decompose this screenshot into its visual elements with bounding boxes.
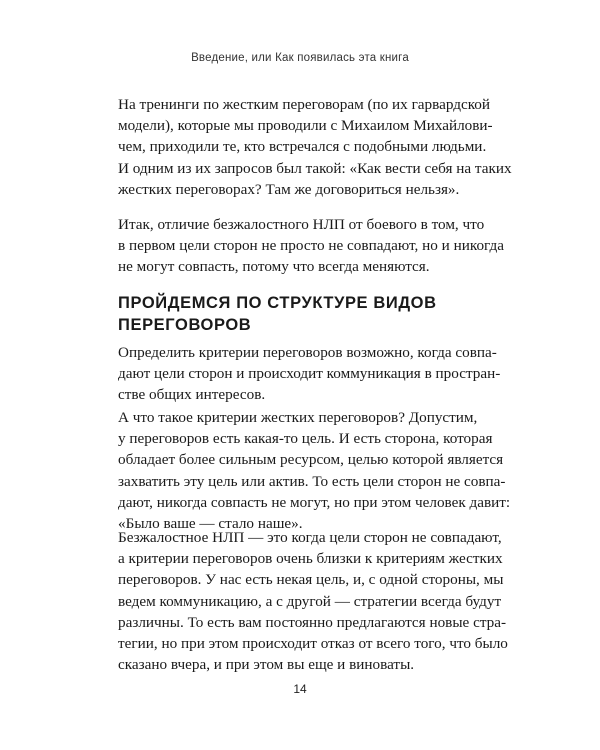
section-heading <box>118 292 498 336</box>
section-heading-line: ПЕРЕГОВОРОВ <box>118 316 252 334</box>
paragraph-line: различны. То есть вам постоянно предлагаются новые стра- <box>118 613 507 631</box>
paragraph-line: Итак, отличие безжалостного НЛП от боевого в том, что <box>118 216 485 233</box>
paragraph-5 <box>118 527 508 675</box>
paragraph-line: обладает более сильным ресурсом, целью которой является <box>118 451 504 469</box>
paragraph-line: Определить критерии переговоров возможно, когда совпа- <box>118 344 497 361</box>
paragraph-line: в первом цели сторон не просто не совпадают, но и никогда <box>118 237 504 255</box>
paragraph-3 <box>118 342 501 406</box>
paragraph-line: стве общих интересов. <box>118 386 266 404</box>
paragraph-line: дают, никогда совпасть не могут, но при этом человек давит: <box>118 493 511 511</box>
running-head: Введение, или Как появилась эта книга <box>191 52 409 64</box>
paragraph-line: тегии, но при этом происходит отказ от всего того, что было <box>118 635 508 653</box>
paragraph-line: захватить эту цель или актив. То есть цели сторон не совпа- <box>118 472 506 490</box>
paragraph-line: чем, приходили те, кто встречался с подобными людьми. <box>118 138 487 156</box>
paragraph-line: На тренинги по жестким переговорам (по их гарвардской <box>118 96 491 113</box>
paragraph-line: у переговоров есть какая-то цель. И есть сторона, которая <box>118 430 493 448</box>
paragraph-line: не могут совпасть, потому что всегда меняются. <box>118 258 430 276</box>
section-heading-line: ПРОЙДЕМСЯ ПО СТРУКТУРЕ ВИДОВ <box>118 294 437 312</box>
paragraph-line: жестких переговорах? Там же договориться нельзя». <box>118 180 460 198</box>
paragraph-line: а критерии переговоров очень близки к критериям жестких <box>118 550 503 568</box>
paragraph-4 <box>118 407 511 534</box>
paragraph-2 <box>118 214 504 278</box>
paragraph-1 <box>118 94 512 200</box>
paragraph-line: А что такое критерии жестких переговоров? Допустим, <box>118 409 478 426</box>
paragraph-line: сказано вчера, и при этом вы еще и виноваты. <box>118 656 415 674</box>
paragraph-line: Безжалостное НЛП — это когда цели сторон не совпадают, <box>118 529 502 546</box>
paragraph-line: ведем коммуникацию, а с другой — стратегии всегда будут <box>118 592 502 610</box>
paragraph-line: модели), которые мы проводили с Михаилом Михайлови- <box>118 117 493 135</box>
paragraph-line: переговоров. У нас есть некая цель, и, с одной стороны, мы <box>118 571 504 589</box>
page-number: 14 <box>293 682 307 696</box>
paragraph-line: дают цели сторон и происходит коммуникация в простран- <box>118 365 501 383</box>
paragraph-line: «Было ваше — стало наше». <box>118 515 303 533</box>
paragraph-line: И одним из их запросов был такой: «Как вести себя на таких <box>118 159 512 177</box>
